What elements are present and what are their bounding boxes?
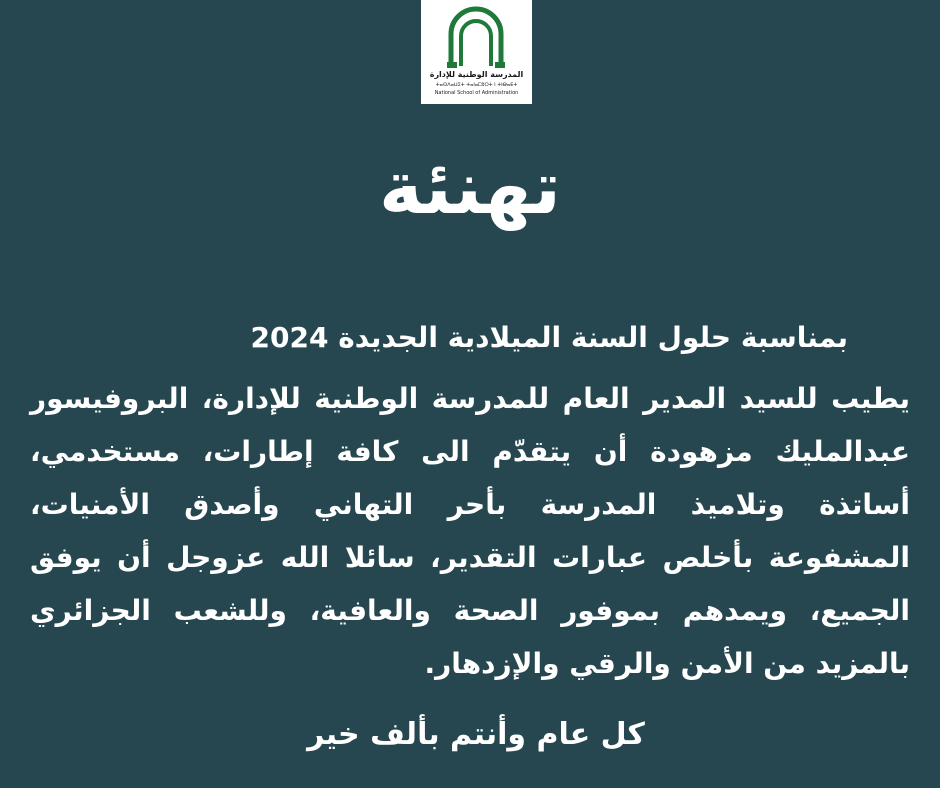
logo-name-english: National School of Administration bbox=[434, 90, 519, 96]
logo-name-tifinagh: ⵜⴰⵙⴷⴰⵡⵉⵜ ⵜⴰⵏⴰⵎⵓⵔⵜ ⵏ ⵜⵏⴱⴰⴹⵜ bbox=[435, 82, 518, 88]
closing-greeting: كل عام وأنتم بألف خير bbox=[307, 717, 645, 752]
arch-logo-icon bbox=[443, 6, 509, 70]
page-title: تهنئة bbox=[379, 145, 561, 231]
message-body: يطيب للسيد المدير العام للمدرسة الوطنية للإدارة، البروفيسور عبدالمليك مزهودة أن يتقدّم الى كافة إطارات، مستخدمي، أساتذة وتلاميذ المدرسة بأحر التهاني وأصدق الأمنيات، المشفوعة بأخلص عبارات التقدير، سائلا الله عزوجل أن يوفق الجميع، ويمدهم بموفور الصحة والعافية، وللشعب الجزائري بالمزيد من الأمن والرقي والإزدهار. bbox=[30, 382, 910, 680]
occasion-line: بمناسبة حلول السنة الميلادية الجديدة 2024 bbox=[250, 321, 848, 354]
school-logo bbox=[421, 0, 532, 104]
logo-name-arabic: المدرسة الوطنية للإدارة bbox=[429, 70, 524, 79]
